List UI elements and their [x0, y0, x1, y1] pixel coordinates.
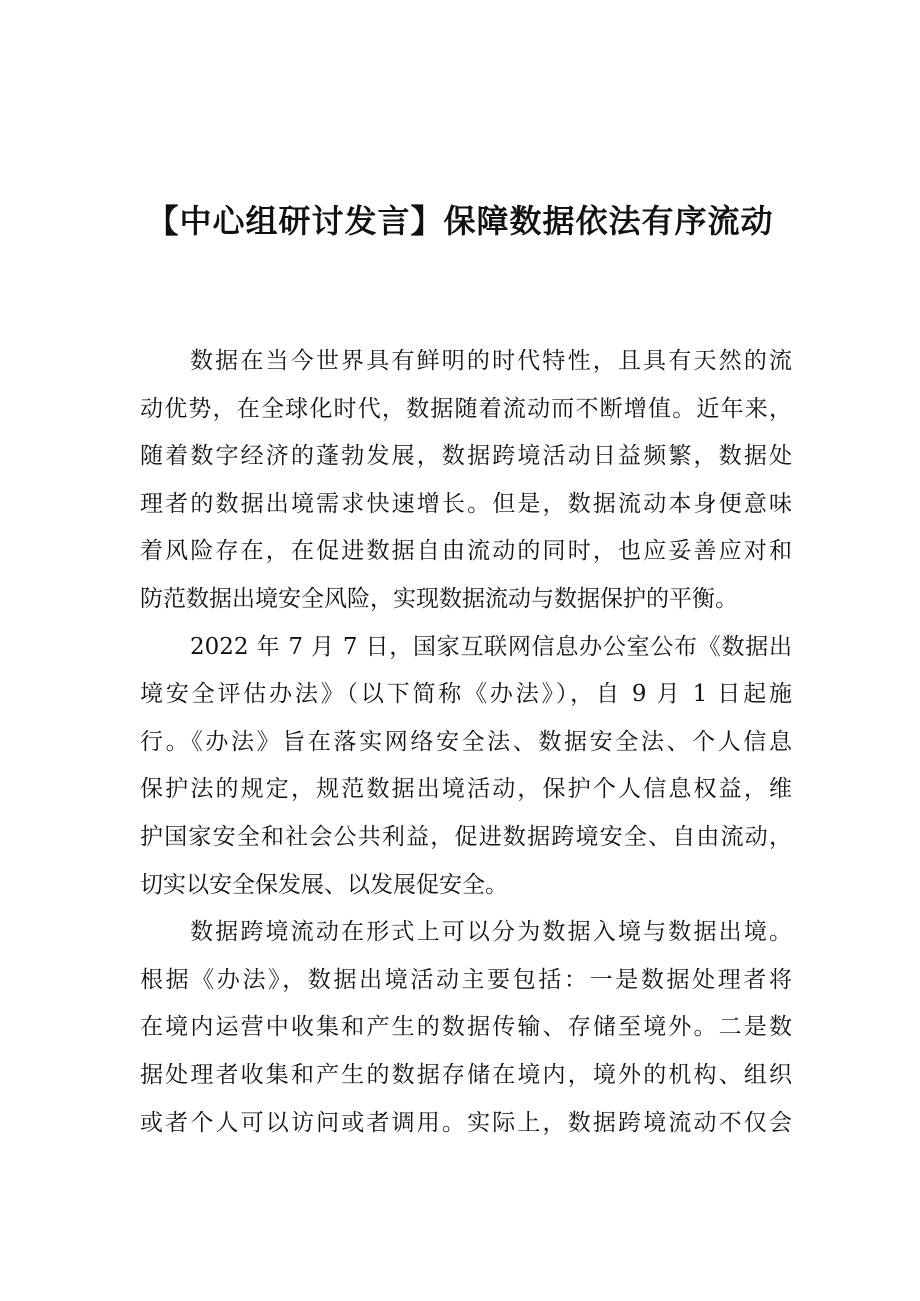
paragraph-2-line-2: 境安全评估办法》（以下简称《办法》），自 9 月 1 日起施: [140, 681, 792, 708]
paragraph-2-line-3: 行。《办法》旨在落实网络安全法、数据安全法、个人信息: [140, 728, 792, 755]
document-title: 【中心组研讨发言】保障数据依法有序流动: [146, 202, 774, 240]
paragraph-2-line-4: 保护法的规定，规范数据出境活动，保护个人信息权益，维: [140, 776, 792, 803]
paragraph-1-line-3: 随着数字经济的蓬勃发展，数据跨境活动日益频繁，数据处: [140, 443, 792, 470]
paragraph-3-line-2: 根据《办法》，数据出境活动主要包括：一是数据处理者将: [140, 966, 792, 993]
paragraph-1-line-5: 着风险存在，在促进数据自由流动的同时，也应妥善应对和: [140, 538, 792, 565]
paragraph-3-line-1: 数据跨境流动在形式上可以分为数据入境与数据出境。: [190, 919, 792, 946]
document-body: [140, 338, 792, 1147]
paragraph-1-line-2: 动优势，在全球化时代，数据随着流动而不断增值。近年来，: [140, 395, 792, 422]
paragraph-1-line-4: 理者的数据出境需求快速增长。但是，数据流动本身便意味: [140, 490, 792, 517]
paragraph-2-line-6: 切实以安全保发展、以发展促安全。: [140, 871, 508, 898]
paragraph-1-line-1: 数据在当今世界具有鲜明的时代特性，且具有天然的流: [190, 348, 792, 374]
paragraph-1-line-6: 防范数据出境安全风险，实现数据流动与数据保护的平衡。: [140, 585, 738, 612]
paragraph-3-line-5: 或者个人可以访问或者调用。实际上，数据跨境流动不仅会: [140, 1109, 792, 1136]
paragraph-2-line-5: 护国家安全和社会公共利益，促进数据跨境安全、自由流动，: [140, 823, 792, 850]
paragraph-3-line-3: 在境内运营中收集和产生的数据传输、存储至境外。二是数: [140, 1014, 792, 1041]
paragraph-3-line-4: 据处理者收集和产生的数据存储在境内，境外的机构、组织: [140, 1061, 792, 1088]
paragraph-2-line-1: 2022 年 7 月 7 日，国家互联网信息办公室公布《数据出: [190, 633, 792, 660]
